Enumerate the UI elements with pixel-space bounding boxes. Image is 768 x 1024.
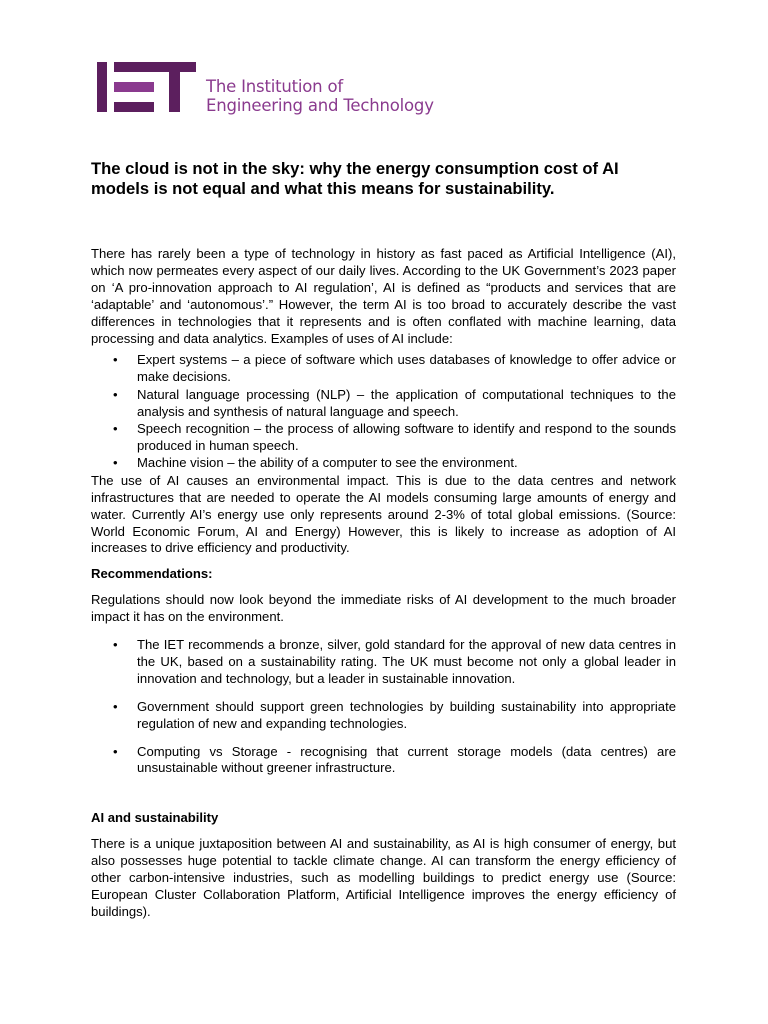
list-item: • The IET recommends a bronze, silver, gold standard for the approval of new data centres in the UK, based on a sustainability rating. The UK must become not only a global leader in innovation and technology, but a leader in sustainable innovation. [113,637,676,686]
ai-sustainability-heading: AI and sustainability [91,810,219,826]
logo-line-1: The Institution of [206,77,343,96]
iet-logo-mark-icon [97,62,197,112]
recommendations-heading: Recommendations: [91,566,213,582]
bullet-icon: • [113,455,118,471]
bullet-icon: • [113,698,118,714]
bullet-icon: • [113,386,118,402]
bullet-icon: • [113,637,118,653]
ai-examples-list [91,352,676,472]
recommendations-intro: Regulations should now look beyond the immediate risks of AI development to the much broader impact it has on the environment. [91,592,676,625]
bullet-icon: • [113,743,118,759]
bullet-icon: • [113,352,118,368]
ai-sustainability-paragraph: There is a unique juxtaposition between AI and sustainability, as AI is high consumer of energy, but also possesses huge potential to tackle climate change. AI can transform the energy efficiency of other carbon-intensive industries, such as modelling buildings to predict energy use (Source: European Cluster Collaboration Platform, Artificial Intelligence improves the energy efficiency of buildings). [91,836,676,919]
document-title: The cloud is not in the sky: why the energy consumption cost of AI models is not equal and what this means for sustainability. [91,159,619,198]
list-item: • Speech recognition – the process of allowing software to identify and respond to the sounds produced in human speech. [113,421,676,453]
bullet-icon: • [113,421,118,437]
list-item: • Government should support green technologies by building sustainability into appropriate regulation of new and expanding technologies. [113,698,676,731]
list-item: • Natural language processing (NLP) – the application of computational techniques to the analysis and synthesis of natural language and speech. [113,386,676,419]
impact-paragraph: The use of AI causes an environmental impact. This is due to the data centres and network infrastructures that are needed to operate the AI models consuming large amounts of energy and water. Currently AI’s energy use only represents around 2-3% of total global emissions. (Source: World Economic Forum, AI and Energy) However, this is likely to increase as adoption of AI increases to drive efficiency and productivity. [91,472,676,556]
iet-logo [97,62,434,115]
logo-line-2: Engineering and Technology [206,96,434,115]
logo-wordmark [206,77,434,115]
document-body [91,159,676,921]
recommendations-list [91,637,676,777]
list-item: • Computing vs Storage - recognising that current storage models (data centres) are unsustainable without greener infrastructure. [113,743,676,776]
list-item: • Machine vision – the ability of a computer to see the environment. [113,455,518,471]
intro-paragraph: There has rarely been a type of technology in history as fast paced as Artificial Intelligence (AI), which now permeates every aspect of our daily lives. According to the UK Government’s 2023 paper on ‘A pro-innovation approach to AI regulation’, AI is defined as “products and services that are ‘adaptable’ and ‘autonomous’.” However, the term AI is too broad to accurately describe the vast differences in technologies that it represents and is often conflated with machine learning, data processing and data analytics. Examples of uses of AI include: [91,246,676,346]
list-item: • Expert systems – a piece of software which uses databases of knowledge to offer advice or make decisions. [113,352,676,385]
